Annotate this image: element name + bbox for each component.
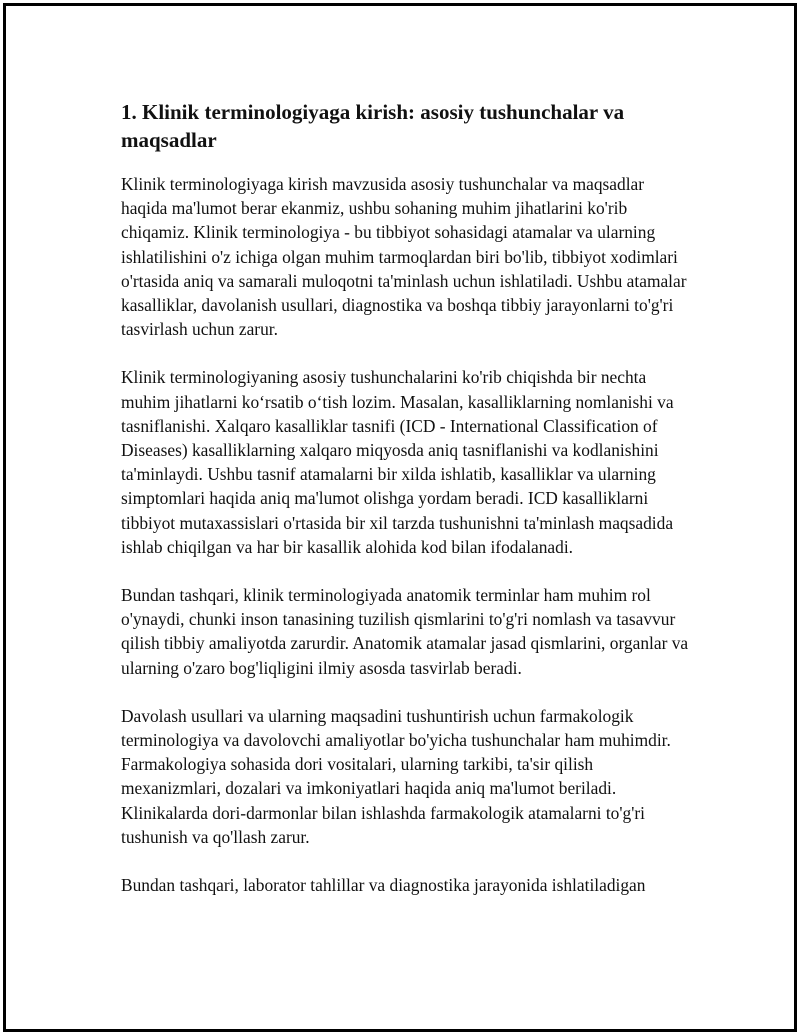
paragraph-5: Bundan tashqari, laborator tahlillar va diagnostika jarayonida ishlatiladigan — [121, 875, 646, 896]
paragraph-1: Klinik terminologiyaga kirish mavzusida asosiy tushunchalar va maqsadlar haqida ma'lumot berar ekanmiz, ushbu sohaning muhim jihatlarini ko'rib chiqamiz. Klinik terminologiya - bu tibbiyot sohasidagi atamalar va ularning ishlatilishini o'z ichiga olgan muhim tarmoqlardan biri bo'lib, tibbiyot xodimlari o'rtasida aniq va samarali muloqotni ta'minlash uchun ishlatiladi. Ushbu atamalar kasalliklar, davolanish usullari, diagnostika va boshqa tibbiy jarayonlarni to'g'ri tasvirlash uchun zarur. — [121, 174, 687, 340]
document-body — [121, 98, 691, 921]
page-frame — [3, 3, 797, 1032]
paragraph-2: Klinik terminologiyaning asosiy tushunchalarini ko'rib chiqishda bir nechta muhim jihatlarni ko‘rsatib o‘tish lozim. Masalan, kasalliklarning nomlanishi va tasniflanishi. Xalqaro kasalliklar tasnifi (ICD - International Classification of Diseases) kasalliklarning xalqaro miqyosda aniq tasniflanishi va kodlanishini ta'minlaydi. Ushbu tasnif atamalarni bir xilda ishlatib, kasalliklar va ularning simptomlari haqida aniq ma'lumot olishga yordam beradi. ICD kasalliklarni tibbiyot mutaxassislari o'rtasida bir xil tarzda tushunishni ta'minlash maqsadida ishlab chiqilgan va har bir kasallik alohida kod bilan ifodalanadi. — [121, 367, 674, 557]
paragraph-3: Bundan tashqari, klinik terminologiyada anatomik terminlar ham muhim rol o'ynaydi, chunki inson tanasining tuzilish qismlarini to'g'ri nomlash va tasavvur qilish tibbiy amaliyotda zarurdir. Anatomik atamalar jasad qismlarini, organlar va ularning o'zaro bog'liqligini ilmiy asosda tasvirlab beradi. — [121, 585, 689, 678]
paragraph-4: Davolash usullari va ularning maqsadini tushuntirish uchun farmakologik terminologiya va davolovchi amaliyotlar bo'yicha tushunchalar ham muhimdir. Farmakologiya sohasida dori vositalari, ularning tarkibi, ta'sir qilish mexanizmlari, dozalari va imkoniyatlari haqida aniq ma'lumot beriladi. Klinikalarda dori-darmonlar bilan ishlashda farmakologik atamalarni to'g'ri tushunish va qo'llash zarur. — [121, 705, 671, 847]
section-heading: 1. Klinik terminologiyaga kirish: asosiy tushunchalar va maqsadlar — [121, 100, 625, 152]
